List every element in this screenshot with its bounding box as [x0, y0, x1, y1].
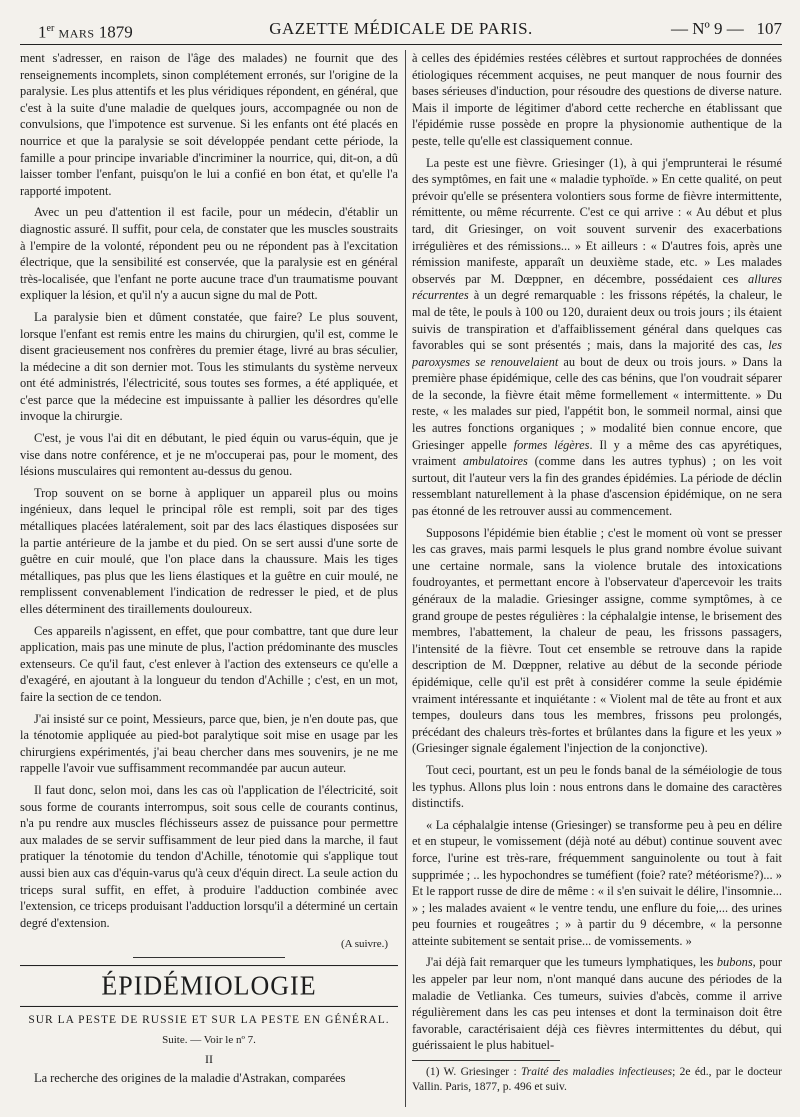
to-be-continued: (A suivre.): [340, 938, 388, 951]
paragraph: [412, 155, 782, 520]
paragraph: La paralysie bien et dûment constatée, que faire? Le plus souvent, lorsque l'enfant est remis entre les mains du chirurgien, qu'il est, comme le disent gracieusement nos confrères du premier étage, livré au bras séculier, la médecine a dit son dernier mot. Tous les stimulants du système nerveux ont été administrés, l'électricité, sous toutes ses formes, a été appliquée, et c'est parce que la médecine est impuissante à pallier les désordres qu'elle invoque la chirurgie.: [20, 309, 398, 424]
text-run: (1) W. Griesinger :: [426, 1066, 517, 1079]
paragraph: C'est, je vous l'ai dit en débutant, le pied équin ou varus-équin, que je vise dans notre conférence, et je ne m'occuperai pas, pour le moment, des lésions musculaires qui remontent au-dessus du genou.: [20, 431, 398, 479]
paragraph: ment s'adresser, en raison de l'âge des malades) ne fournit que des renseignements incomplets, sinon complétement erronés, sur l'origine de la paralysie. Les plus attentifs et les plus véridiques répondent, en général, que c'est à la suite d'une maladie de quelques jours, accompagnée ou non de convulsions, que l'impotence est survenue. Si les enfants ont été placés en nourrice et que la paralysie se soit développée pendant cette période, la famille a pour principe invariable d'incriminer la nourrice, qui, dit-on, a dû laisser tomber l'enfant, puisqu'on le lui a confié en bon état, et qu'elle l'a rapporté impotent.: [20, 51, 398, 198]
footnote: [412, 1065, 782, 1094]
paragraph: Tout ceci, pourtant, est un peu le fonds banal de la séméiologie de tous les typhus. Allons plus loin : nous entrons dans le domaine des caractères distinctifs.: [412, 762, 782, 811]
left-column: [20, 50, 398, 1111]
date-sup: er: [46, 23, 55, 34]
text-run: au bout de deux ou trois jours. » Dans la première phase épidémique, celle des cas bénins, que l'on voudrait séparer de la seconde, la fièvre était même formellement « intermittente. » Du reste, « les malades sur pied, l'appétit bon, le sommeil normal, ainsi que les autres fonctions organiques ; » modalité bien connue encore, que Griesinger appelle: [412, 354, 782, 452]
paragraph: [412, 954, 782, 1054]
part-number: II: [205, 1052, 213, 1067]
italic-text: bubons: [716, 955, 753, 970]
right-column: [412, 50, 782, 1111]
text-run: (comme dans les autres typhus) ; on les voit surtout, dit l'auteur vers la fin des grandes épidémies. La période de déclin ressemblant naturellement à la phase d'ascension épidémique, on ne sera pas étonné de les retrouver aussi au commencement.: [412, 454, 782, 519]
paragraph: Ces appareils n'agissent, en effet, que pour combattre, tant que dure leur application, mais pas une minute de plus, l'action prédominante des muscles extenseurs. Ce qu'il faut, c'est enlever à l'action des extenseurs ce qu'elle a d'exagéré, en ajoutant à la longueur du tendon d'Achille ; c'est, en un mot, faire la section de ce tendon.: [20, 623, 398, 704]
page-header: [20, 14, 782, 45]
text-run: La peste est une fièvre. Griesinger (1), à qui j'emprunterai le résumé des symptômes, en fait une « maladie typhoïde. » En cette qualité, on peut prévoir qu'elle se présentera volontiers sous forme de fièvre intermittente, rémittente, ou même récurrente. C'est ce qui arrive : « Au début et plus tard, dit Griesinger, on voit souvent survenir des exacerbations irrégulières et des rémissions... » Et ailleurs : « D'autres fois, après une rémission manifeste, apparaît un deuxième stade, etc. » Les malades observés par M. Dœppner, en décembre, possédaient ces: [412, 155, 782, 286]
text-run: J'ai déjà fait remarquer que les tumeurs lymphatiques, les: [426, 955, 714, 970]
italic-text: Traité des maladies infectieuses: [521, 1066, 673, 1079]
date-day: 1: [38, 22, 47, 42]
text-run: ; 2e éd., par le docteur Vallin. Paris, 1877, p. 496 et suiv.: [412, 1066, 782, 1093]
italic-text: allures récurrentes: [412, 271, 782, 303]
paragraph: J'ai insisté sur ce point, Messieurs, parce que, bien, je n'en doute pas, que la ténotomie appliquée au pied-bot paralytique soit mise en usage par les chirurgiens expérimentés, j'ai beau chercher dans mes souvenirs, je ne me rappelle l'avoir vue suffisamment recommandée par aucun auteur.: [20, 711, 398, 776]
issue-page: [671, 14, 782, 44]
section-title: ÉPIDÉMIOLOGIE: [20, 965, 398, 1007]
column-divider: [405, 50, 406, 1107]
text-run: . Il y a même des cas apyrétiques, vraiment: [412, 437, 782, 469]
paragraph: La recherche des origines de la maladie d'Astrakan, comparées: [34, 1070, 346, 1085]
paragraph: Il faut donc, selon moi, dans les cas où l'application de l'électricité, soit sous forme de courants interrompus, soit sous celle de courants continus, n'a pu rendre aux muscles fléchisseurs assez de puissance pour permettre aux malades de se servir suffisamment de leur pied dans la marche, il faut pratiquer la ténotomie du tendon d'Achille, ténotomie qui s'applique tout aussi bien aux cas d'équin-varus qu'à ceux d'équin direct. La seule action du triceps sural suffit, en effet, à produire l'adduction combinée avec l'extension, ce triceps produisant l'adduction lorsqu'il a déterminé un certain degré d'extension.: [20, 782, 398, 930]
continuation-note: Suite. — Voir le nº 7.: [162, 1034, 256, 1047]
italic-text: ambulatoires: [462, 454, 528, 469]
journal-title: GAZETTE MÉDICALE DE PARIS.: [269, 19, 533, 38]
page-number: 107: [756, 19, 782, 38]
date-year: 1879: [98, 22, 133, 42]
date-month: MARS: [58, 26, 95, 41]
separator-rule: [133, 957, 284, 958]
article-title: SUR LA PESTE DE RUSSIE ET SUR LA PESTE EN GÉNÉRAL.: [28, 1013, 390, 1026]
text-run: à un degré remarquable : les frissons répétés, la chaleur, le mal de tête, le pouls à 100 ou 120, duraient deux ou trois jours ; ils étaient suivis de transpiration et d'affaiblissement général dans quelques cas favorables qui se sont présentés ; mais, dans la majorité des cas,: [412, 288, 782, 353]
italic-text: formes légères: [513, 437, 590, 452]
italic-text: les paroxysmes se renouvelaient: [412, 338, 782, 369]
paragraph: à celles des épidémies restées célèbres et surtout rapprochées de données étiologiques récemment acquises, ne peut manquer de nous fournir des bases sérieuses d'induction, pour résoudre des questions de diverse nature. Mais il importe de légitimer d'abord cette recherche en établissant que l'épidémie russe possède en propre la physionomie authentique de la peste, telle qu'elle est classiquement connue.: [412, 51, 782, 148]
footnote-rule: [412, 1060, 560, 1061]
issue-number: — Nº 9 —: [670, 19, 744, 38]
text-run: , pour les appeler par leur nom, n'ont manqué dans aucune des périodes de la maladie de Vetlianka. Ces tumeurs, suivies d'abcès, comme il arrive régulièrement dans les cas peu intenses et dont la terminaison doit être favorable, caractérisaient déjà ces fièvres intermittentes du début, qui guérissaient le plus habituel-: [412, 955, 782, 1053]
paragraph: Supposons l'épidémie bien établie ; c'est le moment où vont se presser les cas graves, mais parmi lesquels le plus grand nombre évolue suivant une certaine normale, sans la violence brutale des intoxications foudroyantes, et permettant encore à l'observateur d'apercevoir les traits généraux de la maladie. Griesinger assigne, comme symptômes, à ce grand groupe de pestes régulières : la céphalalgie intense, le brisement des membres, l'abattement, la chaleur de peau, les frissons passagers, l'intensité de la fièvre. Tout cet ensemble se retrouve dans la rapide description de M. Dœppner, relative au début de la seconde période épidémique, celle qu'il est prêt à considérer comme la seule épidémie vraiment intéressante et inquiétante : « Violent mal de tête au front et aux tempes, douleurs dans tous les membres, frissons peu prolongés, précédant des chaleurs très-fortes et brûlantes dans la figure et les yeux » (Griesinger signale également l'injection de la conjonctive).: [412, 525, 782, 756]
paragraph: « La céphalalgie intense (Griesinger) se transforme peu à peu en délire et en stupeur, le vomissement (déjà noté au début) continue souvent avec force, l'urine est très-rare, fréquemment sanguinolente ou tout à fait supprimée ; .. les hypochondres se tuméfient (foie? rate? météorisme?)... » Et le rapport russe de dire de même : « il s'en suivait le délire, l'insomnie... » ; les malades avaient « le ventre tendu, une enflure du foie,... des urines peu fournies et rougeâtres ; » à partir du 9 décembre, « la personne atteinte subitement se sentait prise... de vomissements. »: [412, 817, 782, 948]
paragraph: Avec un peu d'attention il est facile, pour un médecin, d'établir un diagnostic assuré. Il suffit, pour cela, de constater que les muscles soustraits à l'empire de la volonté, répondent peu ou ne répondent pas à l'excitation électrique, que la sensibilité est conservée, que la paralysie est en général très-localisée, que l'enfant ne porte aucune trace d'un traumatisme pouvant expliquer la lésion, et qu'il n'y a aucun signe du mal de Pott.: [20, 205, 398, 303]
paragraph: Trop souvent on se borne à appliquer un appareil plus ou moins ingénieux, dans lequel le principal rôle est rempli, soit par des tiges métalliques placées latéralement, soit par des lacs élastiques disposées sur la partie antérieure de la jambe et du pied. On se sert aussi d'une sorte de guêtre en cuir moulé, que l'on place dans la chaussure. Mais les tiges métalliques, pas plus que les liens élastiques et la guêtre en cuir moulé, ne remplissent convenablement l'indication de redresser le pied, et de plus elles déterminent des tiraillements douloureux.: [20, 485, 398, 616]
